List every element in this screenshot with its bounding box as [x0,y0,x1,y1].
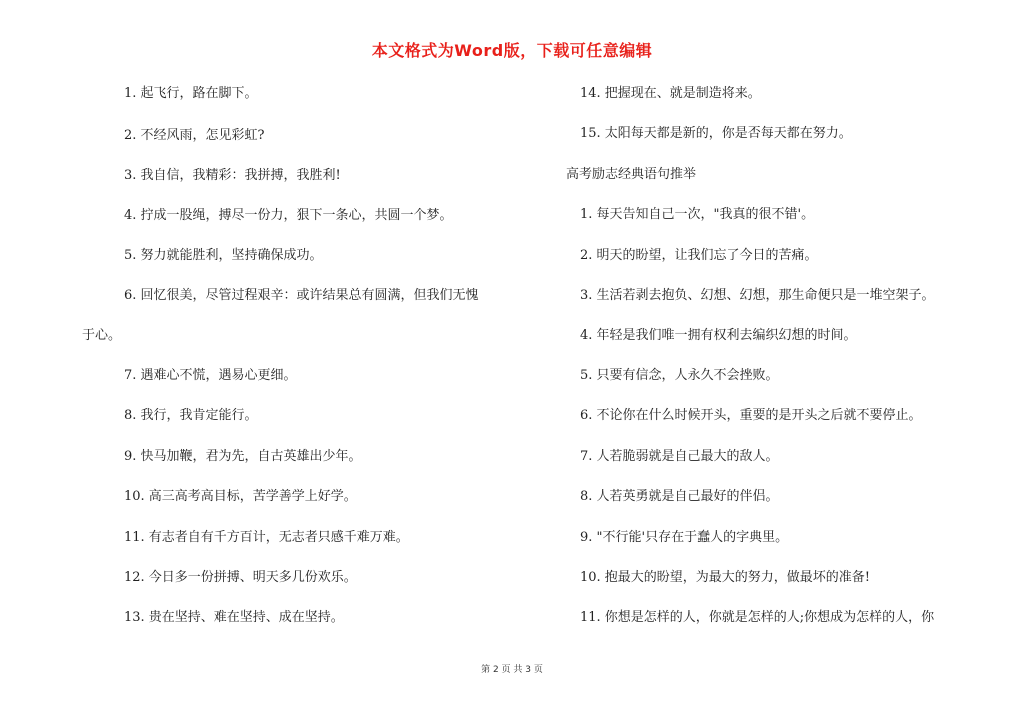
list-item: 5. 只要有信念，人永久不会挫败。 [580,368,779,383]
list-item: 9. "不行能'只存在于蠢人的字典里。 [580,530,789,545]
list-item: 11. 你想是怎样的人，你就是怎样的人;你想成为怎样的人，你 [580,610,935,625]
list-item: 4. 年轻是我们唯一拥有权利去编织幻想的时间。 [580,328,857,343]
list-item: 6. 不论你在什么时候开头，重要的是开头之后就不要停止。 [580,408,922,423]
list-item: 8. 我行，我肯定能行。 [124,408,258,423]
list-item: 7. 遇难心不慌，遇易心更细。 [124,368,297,383]
list-item: 6. 回忆很美，尽管过程艰辛：或许结果总有圆满，但我们无愧 [124,288,479,303]
list-item: 3. 生活若剥去抱负、幻想、幻想，那生命便只是一堆空架子。 [580,288,935,303]
list-item: 3. 我自信，我精彩：我拼搏，我胜利! [124,168,341,183]
list-item: 9. 快马加鞭，君为先，自古英雄出少年。 [124,449,362,464]
section-heading: 高考励志经典语句推举 [566,167,697,182]
list-item: 1. 起飞行，路在脚下。 [124,86,258,101]
list-item: 11. 有志者自有千方百计，无志者只感千难万难。 [124,530,409,545]
list-item-continuation: 于心。 [82,328,122,343]
list-item: 2. 明天的盼望，让我们忘了今日的苦痛。 [580,248,818,263]
list-item: 5. 努力就能胜利，坚持确保成功。 [124,248,323,263]
list-item: 8. 人若英勇就是自己最好的伴侣。 [580,489,779,504]
document-banner: 本文格式为Word版，下载可任意编辑 [371,41,653,60]
list-item: 2. 不经风雨，怎见彩虹? [124,128,265,143]
list-item: 1. 每天告知自己一次，"我真的很不错'。 [580,207,815,222]
list-item: 4. 拧成一股绳，搏尽一份力，狠下一条心，共圆一个梦。 [124,208,453,223]
list-item: 10. 高三高考高目标，苦学善学上好学。 [124,489,357,504]
list-item: 12. 今日多一份拼搏、明天多几份欢乐。 [124,570,357,585]
list-item: 14. 把握现在、就是制造将来。 [580,86,761,101]
list-item: 15. 太阳每天都是新的，你是否每天都在努力。 [580,126,852,141]
list-item: 13. 贵在坚持、难在坚持、成在坚持。 [124,610,344,625]
page-number: 第 2 页 共 3 页 [481,665,543,675]
list-item: 7. 人若脆弱就是自己最大的敌人。 [580,449,779,464]
list-item: 10. 抱最大的盼望，为最大的努力，做最坏的准备! [580,570,871,585]
